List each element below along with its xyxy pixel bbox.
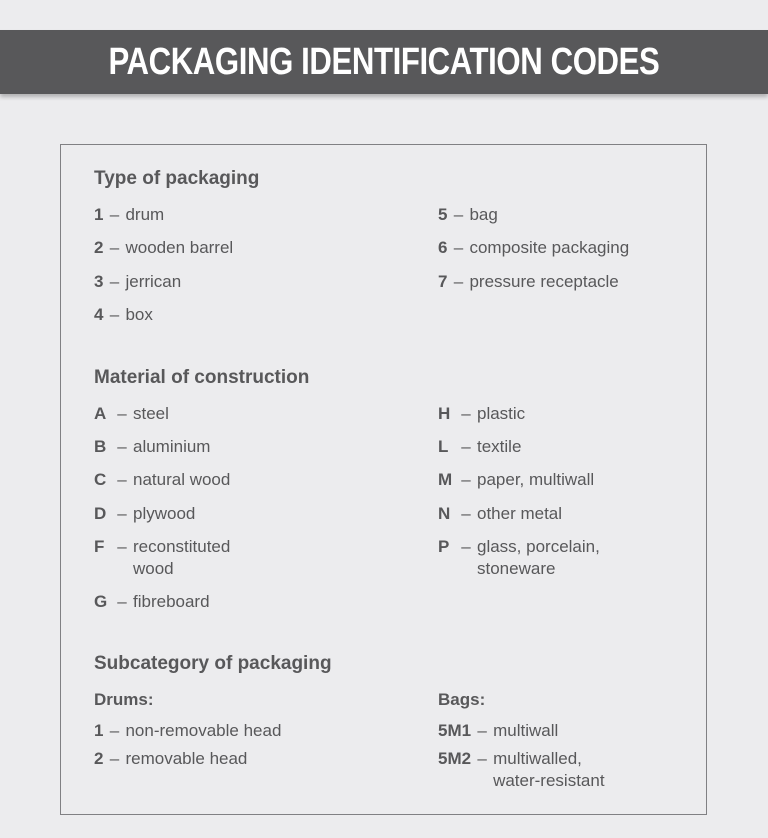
entry-code: 5 [438, 205, 448, 224]
entry-label: paper, multiwall [477, 470, 595, 489]
entry-label: reconstituted wood [133, 537, 231, 578]
list-item [94, 469, 230, 491]
entry-label: plywood [133, 504, 196, 523]
list-item [438, 748, 605, 792]
entry-label: pressure receptacle [469, 272, 619, 291]
entry-label: glass, porcelain, stoneware [477, 537, 600, 578]
drums-heading: Drums: [94, 690, 154, 709]
entry-dash: – [117, 404, 127, 423]
list-item [94, 720, 281, 742]
material-heading: Material of construction [94, 367, 310, 388]
entry-label: steel [133, 404, 169, 423]
title-banner [0, 30, 768, 94]
entry-label: non-removable head [125, 721, 282, 740]
entry-dash: – [109, 238, 120, 257]
entry-label: composite packaging [469, 238, 630, 257]
entry-code: M [438, 470, 453, 489]
list-item [438, 503, 562, 525]
entry-dash: – [461, 537, 471, 556]
list-item [438, 469, 594, 491]
entry-code: 1 [94, 721, 104, 740]
entry-dash: – [117, 437, 127, 456]
entry-code: 4 [94, 305, 104, 324]
entry-code: 3 [94, 272, 104, 291]
entry-code: 2 [94, 238, 104, 257]
entry-label: plastic [477, 404, 526, 423]
entry-label: box [125, 305, 153, 324]
entry-label: other metal [477, 504, 563, 523]
entry-code: 1 [94, 205, 104, 224]
entry-dash: – [109, 721, 120, 740]
entry-dash: – [117, 470, 127, 489]
entry-dash: – [477, 721, 487, 740]
list-item [94, 591, 210, 613]
entry-code: N [438, 504, 451, 523]
entry-dash: – [117, 537, 127, 556]
entry-label: removable head [125, 749, 248, 768]
entry-label: natural wood [133, 470, 231, 489]
list-item [94, 403, 169, 425]
entry-dash: – [453, 238, 464, 257]
entry-dash: – [461, 470, 471, 489]
entry-label: textile [477, 437, 522, 456]
entry-label: aluminium [133, 437, 211, 456]
entry-label: drum [125, 205, 165, 224]
entry-dash: – [109, 272, 120, 291]
entry-code: 6 [438, 238, 448, 257]
list-item [438, 536, 600, 580]
entry-code: G [94, 592, 108, 611]
list-item [94, 204, 164, 226]
list-item [438, 271, 619, 293]
type-of-packaging-heading: Type of packaging [94, 168, 260, 189]
entry-dash: – [477, 749, 487, 768]
entry-label: jerrican [125, 272, 182, 291]
entry-dash: – [109, 749, 120, 768]
list-item [438, 204, 498, 226]
entry-dash: – [453, 205, 464, 224]
list-item [438, 237, 629, 259]
entry-code: L [438, 437, 449, 456]
entry-dash: – [117, 592, 127, 611]
entry-dash: – [461, 504, 471, 523]
list-item [438, 436, 521, 458]
entry-label: multiwall [493, 721, 559, 740]
entry-dash: – [109, 205, 120, 224]
page-title: PACKAGING IDENTIFICATION CODES [108, 40, 660, 83]
list-item [438, 720, 558, 742]
entry-label: multiwalled, water-resistant [493, 749, 605, 790]
entry-dash: – [117, 504, 127, 523]
entry-code: B [94, 437, 107, 456]
entry-dash: – [461, 437, 471, 456]
entry-dash: – [453, 272, 464, 291]
entry-code: P [438, 537, 450, 556]
entry-code: D [94, 504, 107, 523]
list-item [94, 503, 195, 525]
list-item [94, 237, 233, 259]
list-item [94, 271, 181, 293]
list-item [94, 536, 230, 580]
entry-code: 5M2 [438, 749, 472, 768]
list-item [94, 304, 153, 326]
list-item [94, 748, 247, 770]
entry-code: 5M1 [438, 721, 472, 740]
entry-code: 7 [438, 272, 448, 291]
entry-dash: – [109, 305, 120, 324]
entry-label: bag [469, 205, 498, 224]
entry-code: H [438, 404, 451, 423]
list-item [94, 436, 210, 458]
entry-dash: – [461, 404, 471, 423]
entry-code: A [94, 404, 107, 423]
bags-heading: Bags: [438, 690, 486, 709]
entry-label: fibreboard [133, 592, 210, 611]
entry-code: C [94, 470, 107, 489]
entry-code: F [94, 537, 105, 556]
list-item [438, 403, 525, 425]
entry-label: wooden barrel [125, 238, 234, 257]
subcategory-heading: Subcategory of packaging [94, 653, 332, 674]
entry-code: 2 [94, 749, 104, 768]
